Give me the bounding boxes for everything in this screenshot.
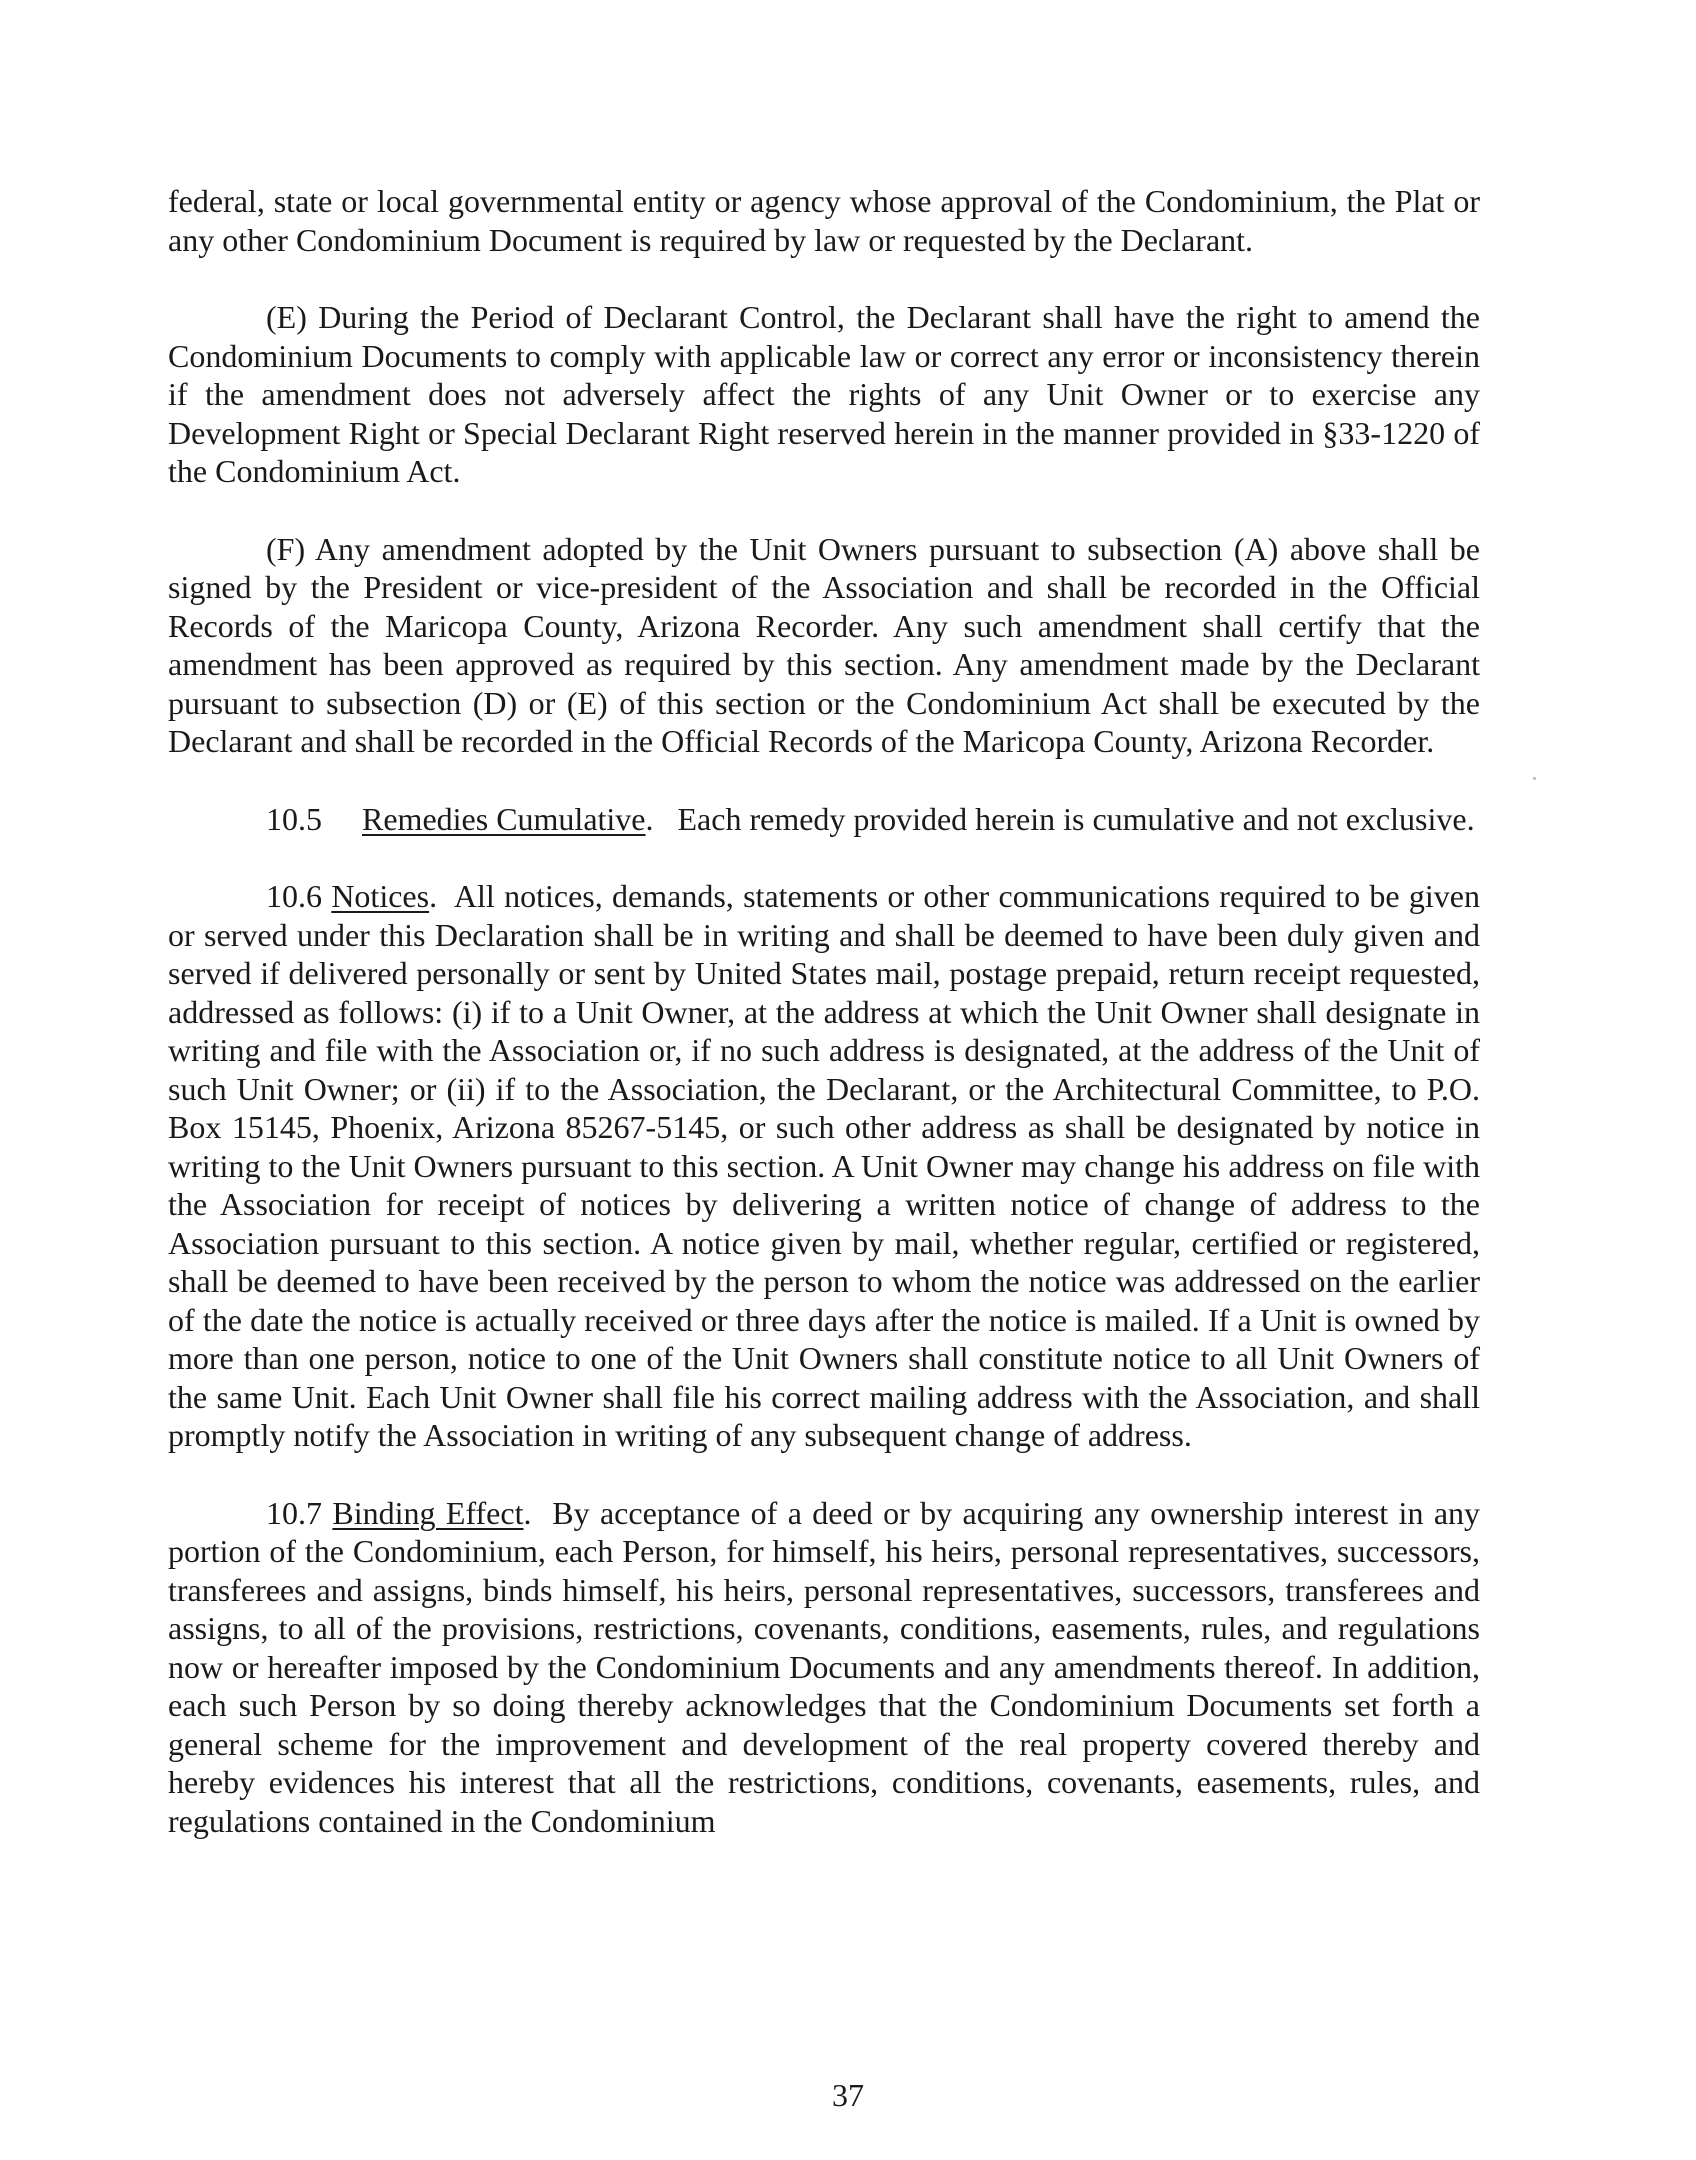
section-heading: Remedies Cumulative [362,800,646,837]
scan-speck [1533,777,1536,780]
section-heading: Notices [331,878,430,914]
section-number: 10.5 [266,800,322,837]
section-10-5: 10.5 Remedies Cumulative. Each remedy provided herein is cumulative and not exclusive. [266,800,1475,837]
section-10-6: 10.6 Notices. All notices, demands, statements or other communications required to be given or served under this Declaration shall be in writing and shall be deemed to have been duly given and served if delivered personally or sent by United States mail, postage prepaid, return receipt requested, addressed as follows: (i) if to a Unit Owner, at the address at which the Unit Owner shall designate in writing and file with the Association or, if no such address is designated, at the address of the Unit of such Unit Owner; or (ii) if to the Association, the Declarant, or the Architectural Committee, to P.O. Box 15145, Phoenix, Arizona 85267-5145, or such other address as shall be designated by notice in writing to the Unit Owners pursuant to this section. A Unit Owner may change his address on file with the Association for receipt of notices by delivering a written notice of change of address to the Association pursuant to this section. A notice given by mail, whether regular, certified or registered, shall be deemed to have been received by the person to whom the notice was addressed on the earlier of the date the notice is actually received or three days after the notice is mailed. If a Unit is owned by more than one person, notice to one of the Unit Owners shall constitute notice to all Unit Owners of the same Unit. Each Unit Owner shall file his correct mailing address with the Association, and shall promptly notify the Association in writing of any subsequent change of address. [168,878,1481,1453]
section-heading: Binding Effect [332,1494,524,1531]
section-body: Each remedy provided herein is cumulative and not exclusive. [677,800,1475,837]
subsection-f: (F) Any amendment adopted by the Unit Owners pursuant to subsection (A) above shall be signed by the President or vice-president of the Association and shall be recorded in the Official Records of the Maricopa County, Arizona Recorder. Any such amendment shall certify that the amendment has been approved as required by this section. Any amendment made by the Declarant pursuant to subsection (D) or (E) of this section or the Condominium Act shall be executed by the Declarant and shall be recorded in the Official Records of the Maricopa County, Arizona Recorder. [168,530,1480,759]
section-10-7: 10.7 Binding Effect. By acceptance of a deed or by acquiring any ownership interest in any portion of the Condominium, each Person, for himself, his heirs, personal representatives, successors, transferees and assigns, binds himself, his heirs, personal representatives, successors, transferees and assigns, to all of the provisions, restrictions, covenants, conditions, easements, rules, and regulations now or hereafter imposed by the Condominium Documents and any amendments thereof. In addition, each such Person by so doing thereby acknowledges that the Condominium Documents set forth a general scheme for the improvement and development of the real property covered thereby and hereby evidences his interest that all the restrictions, conditions, covenants, easements, rules, and regulations contained in the Condominium [168,1494,1481,1839]
document-page [168,182,1480,1879]
section-number: 10.7 [266,1494,322,1531]
page-number: 37 [832,2077,864,2113]
section-body: By acceptance of a deed or by acquiring any ownership interest in any portion of the Condominium, each Person, for himself, his heirs, personal representatives, successors, transferees and assigns, binds himself, his heirs, personal representatives, successors, transferees and assigns, to all of the provisions, restrictions, covenants, conditions, easements, rules, and regulations now or hereafter imposed by the Condominium Documents and any amendments thereof. In addition, each such Person by so doing thereby acknowledges that the Condominium Documents set forth a general scheme for the improvement and development of the real property covered thereby and hereby evidences his interest that all the restrictions, conditions, covenants, easements, rules, and regulations contained in the Condominium [168,1494,1481,1839]
section-body: All notices, demands, statements or other communications required to be given or served under this Declaration shall be in writing and shall be deemed to have been duly given and served if delivered personally or sent by United States mail, postage prepaid, return receipt requested, addressed as follows: (i) if to a Unit Owner, at the address at which the Unit Owner shall designate in writing and file with the Association or, if no such address is designated, at the address of the Unit of such Unit Owner; or (ii) if to the Association, the Declarant, or the Architectural Committee, to P.O. Box 15145, Phoenix, Arizona 85267-5145, or such other address as shall be designated by notice in writing to the Unit Owners pursuant to this section. A Unit Owner may change his address on file with the Association for receipt of notices by delivering a written notice of change of address to the Association pursuant to this section. A notice given by mail, whether regular, certified or registered, shall be deemed to have been received by the person to whom the notice was addressed on the earlier of the date the notice is actually received or three days after the notice is mailed. If a Unit is owned by more than one person, notice to one of the Unit Owners shall constitute notice to all Unit Owners of the same Unit. Each Unit Owner shall file his correct mailing address with the Association, and shall promptly notify the Association in writing of any subsequent change of address. [168,878,1481,1453]
subsection-e: (E) During the Period of Declarant Control, the Declarant shall have the right to amend the Condominium Documents to comply with applicable law or correct any error or inconsistency therein if the amendment does not adversely affect the rights of any Unit Owner or to exercise any Development Right or Special Declarant Right reserved herein in the manner provided in §33-1220 of the Condominium Act. [168,299,1480,489]
section-number: 10.6 [266,878,322,914]
paragraph-continuation: federal, state or local governmental entity or agency whose approval of the Condominium, the Plat or any other Condominium Document is required by law or requested by the Declarant. [168,183,1480,258]
